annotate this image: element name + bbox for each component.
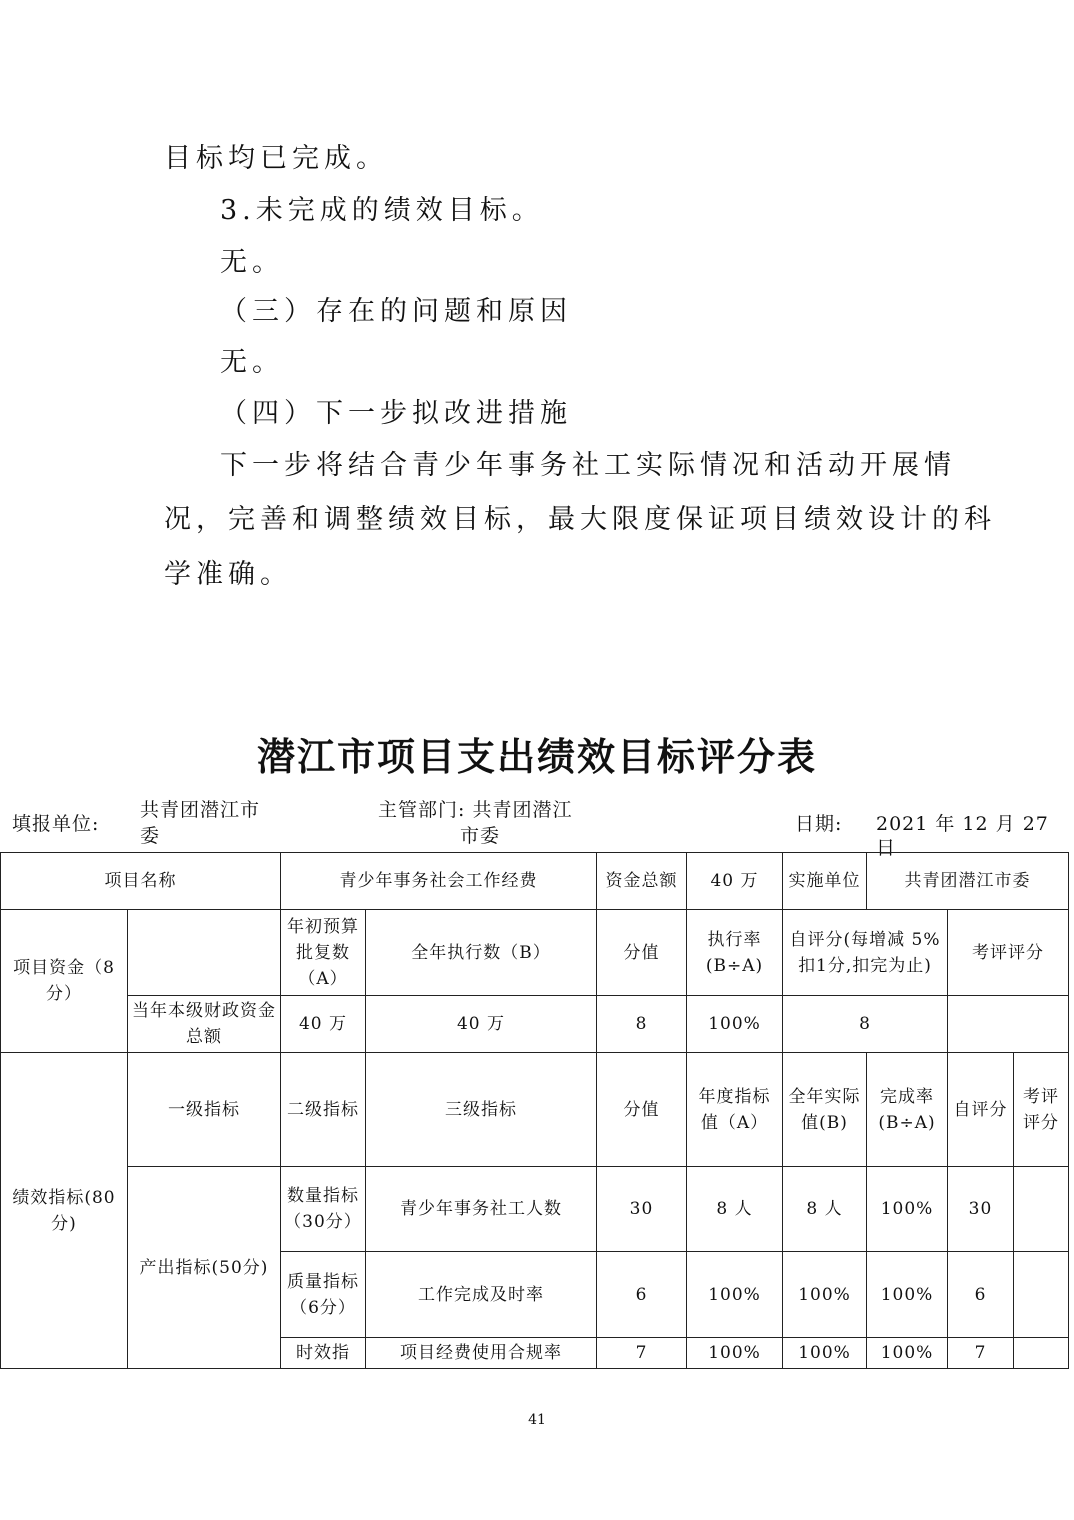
body-line-5: 无。 (220, 347, 284, 378)
score-value: 8 (597, 996, 687, 1053)
impl-unit: 共青团潜江市委 (867, 853, 1069, 910)
rate-cell: 100% (867, 1252, 948, 1338)
annual-exec-value: 40 万 (366, 996, 597, 1053)
self-cell: 7 (948, 1338, 1014, 1369)
body-line-6: （四）下一步拟改进措施 (220, 398, 572, 429)
project-name: 青少年事务社会工作经费 (281, 853, 597, 910)
body-line-4: （三）存在的问题和原因 (220, 296, 572, 327)
annual-exec-header: 全年执行数（B） (366, 910, 597, 996)
table-row (1, 1167, 1069, 1252)
target-cell: 8 人 (687, 1167, 783, 1252)
project-name-label: 项目名称 (1, 853, 281, 910)
unit-value-a: 共青团潜江市 (140, 799, 261, 821)
score-header: 分值 (597, 1053, 687, 1167)
review-score-value (948, 996, 1069, 1053)
level3-cell: 项目经费使用合规率 (366, 1338, 597, 1369)
table-row (1, 853, 1069, 910)
actual-header: 全年实际值(B) (783, 1053, 867, 1167)
review-cell (1014, 1338, 1069, 1369)
score-table (0, 852, 1069, 1369)
body-line-8: 况，完善和调整绩效目标，最大限度保证项目绩效设计的科 (164, 504, 996, 535)
completion-header: 完成率(B÷A) (867, 1053, 948, 1167)
actual-cell: 8 人 (783, 1167, 867, 1252)
initial-budget-value: 40 万 (281, 996, 366, 1053)
actual-cell: 100% (783, 1338, 867, 1369)
review-score-header: 考评评分 (948, 910, 1069, 996)
perf-label: 绩效指标(80分) (1, 1053, 128, 1369)
self-score-header: 自评分(每增减 5%扣1分,扣完为止) (783, 910, 948, 996)
level2-header: 二级指标 (281, 1053, 366, 1167)
exec-rate-value: 100% (687, 996, 783, 1053)
body-line-9: 学准确。 (164, 559, 292, 590)
review-cell (1014, 1252, 1069, 1338)
fund-label: 项目资金（8分） (1, 910, 128, 1053)
score-cell: 7 (597, 1338, 687, 1369)
body-line-2: 3.未完成的绩效目标。 (220, 195, 544, 226)
review-header: 考评评分 (1014, 1053, 1069, 1167)
level3-cell: 工作完成及时率 (366, 1252, 597, 1338)
body-line-3: 无。 (220, 247, 284, 278)
empty-cell (128, 910, 281, 996)
score-header: 分值 (597, 910, 687, 996)
level3-cell: 青少年事务社工人数 (366, 1167, 597, 1252)
date-value: 2021 年 12 月 27 日 (876, 813, 1049, 859)
level2-cell: 数量指标（30分） (281, 1167, 366, 1252)
score-cell: 30 (597, 1167, 687, 1252)
dept-label-value: 主管部门: 共青团潜江 (378, 799, 573, 821)
level3-header: 三级指标 (366, 1053, 597, 1167)
level1-header: 一级指标 (128, 1053, 281, 1167)
rate-cell: 100% (867, 1167, 948, 1252)
score-cell: 6 (597, 1252, 687, 1338)
fund-source-label: 当年本级财政资金总额 (128, 996, 281, 1053)
self-cell: 6 (948, 1252, 1014, 1338)
review-cell (1014, 1167, 1069, 1252)
target-cell: 100% (687, 1338, 783, 1369)
level2-cell: 质量指标（6分） (281, 1252, 366, 1338)
annual-target-header: 年度指标值（A） (687, 1053, 783, 1167)
self-header: 自评分 (948, 1053, 1014, 1167)
page-number: 41 (528, 1412, 546, 1428)
fund-total-label: 资金总额 (597, 853, 687, 910)
fund-total: 40 万 (687, 853, 783, 910)
table-row (1, 910, 1069, 996)
self-cell: 30 (948, 1167, 1014, 1252)
dept-value-b: 市委 (460, 825, 501, 847)
target-cell: 100% (687, 1252, 783, 1338)
table-row (1, 996, 1069, 1053)
actual-cell: 100% (783, 1252, 867, 1338)
table-row (1, 1053, 1069, 1167)
unit-label: 填报单位: (12, 813, 100, 835)
exec-rate-header: 执行率(B÷A) (687, 910, 783, 996)
table-title: 潜江市项目支出绩效目标评分表 (256, 735, 817, 779)
date-label: 日期: (795, 813, 843, 835)
level2-cell: 时效指 (281, 1338, 366, 1369)
initial-budget-header: 年初预算批复数（A） (281, 910, 366, 996)
body-line-7: 下一步将结合青少年事务社工实际情况和活动开展情 (220, 450, 956, 481)
body-line-1: 目标均已完成。 (164, 143, 388, 174)
rate-cell: 100% (867, 1338, 948, 1369)
impl-unit-label: 实施单位 (783, 853, 867, 910)
output-label: 产出指标(50分) (128, 1167, 281, 1369)
unit-value-b: 委 (140, 825, 161, 847)
self-score-value: 8 (783, 996, 948, 1053)
